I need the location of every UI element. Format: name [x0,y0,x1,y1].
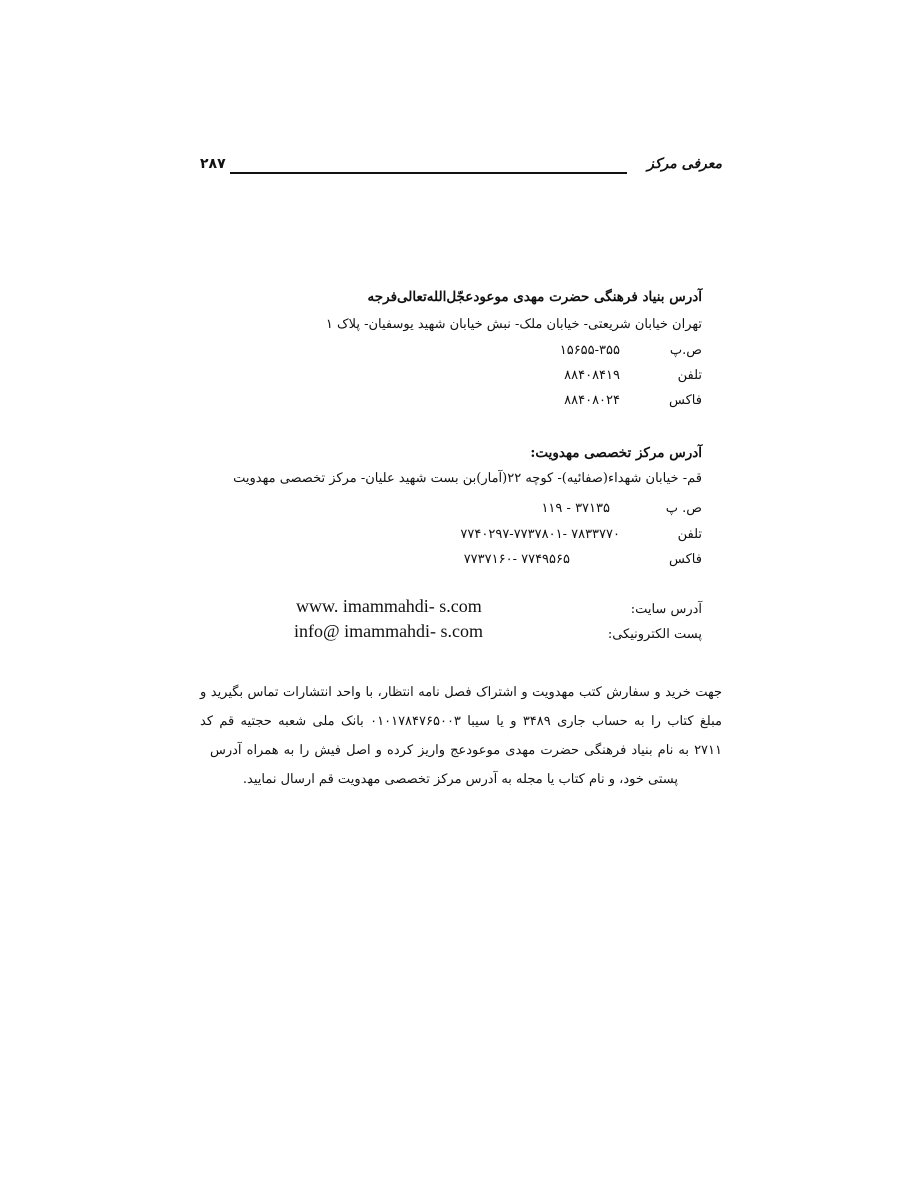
foundation-heading: آدرس بنیاد فرهنگی حضرت مهدی موعودعجّل‌الله‌تعالی‌فرجه [367,289,702,305]
paragraph-line: ۲۷۱۱ به نام بنیاد فرهنگی حضرت مهدی موعودعج واریز کرده و اصل فیش را به همراه آدرس [210,743,722,758]
center-block [230,443,702,573]
foundation-pobox-label: ص.پ [669,343,702,358]
center-pobox-label: ص. پ [665,501,702,516]
page-header [200,156,722,182]
website-label: آدرس سایت: [630,602,702,617]
foundation-block [300,285,702,415]
order-paragraph [200,678,722,794]
paragraph-line: پستی خود، و نام کتاب یا مجله به آدرس مرکز تخصصی مهدویت قم ارسال نمایید. [242,772,678,787]
center-address: قم- خیابان شهداء(صفائیه)- کوچه ۲۲(آمار)بن بست شهید علیان- مرکز تخصصی مهدویت [233,471,702,486]
contact-block [290,596,702,648]
center-fax-value: ۷۷۴۹۵۶۵ -۷۷۳۷۱۶۰ [463,552,570,567]
foundation-phone-label: تلفن [677,368,702,383]
foundation-phone-value: ۸۸۴۰۸۴۱۹ [564,368,620,383]
page-number: ۲۸۷ [200,156,226,172]
foundation-fax-value: ۸۸۴۰۸۰۲۴ [564,393,620,408]
center-heading: آدرس مرکز تخصصی مهدویت: [530,445,702,461]
paragraph-line: مبلغ کتاب را به حساب جاری ۳۴۸۹ و یا سیبا ۰۱۰۱۷۸۴۷۶۵۰۰۳ بانک ملی شعبه حجتیه قم کد [200,714,722,729]
foundation-pobox-value: ۱۵۶۵۵-۳۵۵ [559,343,620,358]
center-phone-value: ۷۸۳۳۷۷۰ -۷۷۴۰۲۹۷-۷۷۳۷۸۰۱ [460,527,620,542]
header-rule [230,172,627,174]
center-fax-label: فاکس [669,552,702,567]
foundation-fax-label: فاکس [669,393,702,408]
center-phone-label: تلفن [677,527,702,542]
center-pobox-value: ۳۷۱۳۵ - ۱۱۹ [541,501,610,516]
email-link[interactable]: info@ imammahdi- s.com [294,621,484,641]
paragraph-line: جهت خرید و سفارش کتب مهدویت و اشتراک فصل نامه انتظار، با واحد انتشارات تماس بگیرید و [200,685,722,700]
section-title: معرفی مرکز [647,156,722,172]
foundation-address: تهران خیابان شریعتی- خیابان ملک- نبش خیابان شهید یوسفیان- پلاک ۱ [325,317,702,332]
email-label: پست الکترونیکی: [607,627,702,642]
website-link[interactable]: www. imammahdi- s.com [296,596,482,616]
